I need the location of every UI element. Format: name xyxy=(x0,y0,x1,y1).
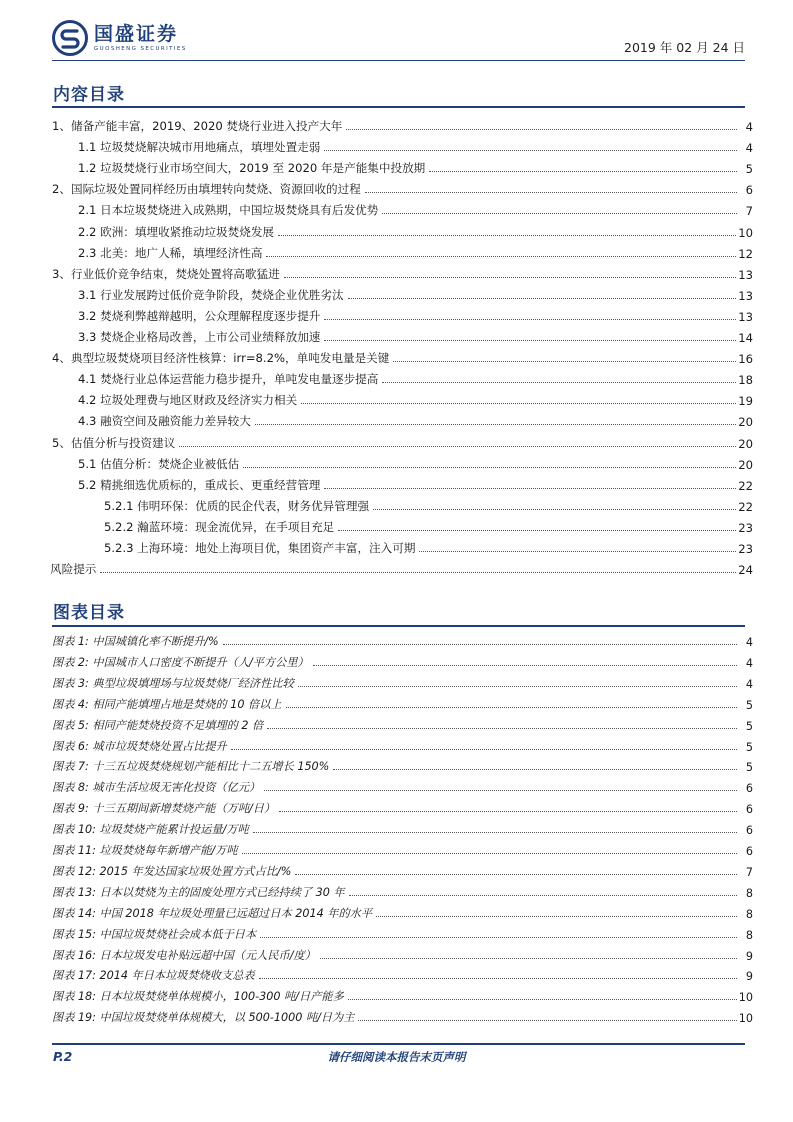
toc-entry-page: 5 xyxy=(745,162,753,177)
figure-entry[interactable] xyxy=(52,838,753,858)
figure-entry[interactable] xyxy=(52,1005,753,1025)
figure-number: 图表 4: xyxy=(52,697,89,711)
figure-entry-page: 8 xyxy=(745,886,753,900)
figure-number: 图表 11: xyxy=(52,844,96,857)
toc-entry-page: 6 xyxy=(745,183,753,198)
toc-entry-label: 4、典型垃圾焚烧项目经济性核算：irr=8.2%，单吨发电量是关键 xyxy=(52,351,390,366)
figure-caption: 城市生活垃圾无害化投资（亿元） xyxy=(92,781,261,795)
toc-entry-page: 20 xyxy=(738,415,753,430)
figure-entry-label xyxy=(52,967,257,983)
toc-entry-page: 13 xyxy=(738,288,753,303)
figure-entry-page: 6 xyxy=(745,824,753,838)
figure-caption: 中国 2018 年垃圾处理量已远超过日本 2014 年的水平 xyxy=(99,906,373,920)
figures-title: 图表目录 xyxy=(53,603,125,623)
toc-entry-page: 12 xyxy=(738,246,753,261)
toc-entry[interactable] xyxy=(52,262,753,282)
toc-entry[interactable] xyxy=(78,452,753,472)
toc-entry-label: 5.1 估值分析：焚烧企业被低估 xyxy=(78,456,240,471)
toc-entry-label: 2、国际垃圾处置同样经历由填埋转向焚烧、资源回收的过程 xyxy=(52,182,361,197)
figure-entry-page: 4 xyxy=(745,677,753,691)
toc-entry[interactable] xyxy=(104,494,753,514)
report-date: 2019 年 02 月 24 日 xyxy=(624,40,745,55)
figure-entry[interactable] xyxy=(52,775,753,795)
figure-leader-dots xyxy=(242,853,737,854)
toc-leader-dots xyxy=(301,403,736,404)
toc-entry-page: 20 xyxy=(738,457,753,472)
figure-number: 图表 9: xyxy=(52,802,89,816)
toc-entry[interactable] xyxy=(52,431,753,451)
figure-caption: 相同产能填埋占地是焚烧的 10 倍以上 xyxy=(92,697,282,711)
figure-entry-page: 4 xyxy=(745,656,753,670)
figure-caption: 日本垃圾发电补贴远超中国（元人民币/度） xyxy=(99,948,316,962)
toc-entry-label: 4.2 垃圾处理费与地区财政及经济实力相关 xyxy=(78,393,298,408)
figure-leader-dots xyxy=(333,769,737,770)
toc-leader-dots xyxy=(429,171,737,172)
toc-entry[interactable] xyxy=(78,241,753,261)
toc-entry-page: 18 xyxy=(738,373,753,388)
toc-leader-dots xyxy=(382,382,736,383)
toc-entry[interactable] xyxy=(52,114,753,134)
brand-logo xyxy=(52,18,187,58)
figure-number: 图表 15: xyxy=(52,927,96,941)
figure-leader-dots xyxy=(253,832,737,833)
figure-entry[interactable] xyxy=(52,650,753,670)
toc-entry-label: 1、储备产能丰富，2019、2020 焚烧行业进入投产大年 xyxy=(52,119,343,133)
toc-entry-label: 5.2.2 瀚蓝环境：现金流优异，在手项目充足 xyxy=(104,519,335,534)
toc-entry[interactable] xyxy=(78,367,753,387)
toc-title: 内容目录 xyxy=(53,85,125,105)
figure-entry-page: 9 xyxy=(745,970,753,984)
figure-leader-dots xyxy=(376,916,737,917)
figure-number: 图表 16: xyxy=(52,948,96,962)
figure-number: 图表 1: xyxy=(52,635,89,648)
figure-leader-dots xyxy=(260,937,737,938)
figure-entry-page: 5 xyxy=(745,740,753,754)
toc-entry[interactable] xyxy=(78,304,753,324)
toc-entry-label: 4.3 融资空间及融资能力差异较大 xyxy=(78,414,251,429)
figure-caption: 中国城市人口密度不断提升（人/平方公里） xyxy=(92,655,309,669)
toc-entry[interactable] xyxy=(52,346,753,366)
figure-leader-dots xyxy=(348,999,737,1000)
toc-leader-dots xyxy=(179,446,736,447)
figure-entry[interactable] xyxy=(52,671,753,691)
figure-leader-dots xyxy=(358,1020,736,1021)
toc-leader-dots xyxy=(255,424,736,425)
toc-entry-page: 4 xyxy=(745,120,753,134)
toc-leader-dots xyxy=(338,530,736,531)
figure-leader-dots xyxy=(264,790,737,791)
figure-number: 图表 8: xyxy=(52,781,89,795)
figure-leader-dots xyxy=(279,811,737,812)
figure-entry[interactable] xyxy=(52,963,753,983)
toc-entry[interactable] xyxy=(78,198,753,218)
figure-entry-label xyxy=(52,633,221,649)
toc-entry-page: 24 xyxy=(738,563,753,578)
figure-caption: 相同产能焚烧投资不足填埋的 2 倍 xyxy=(92,718,264,732)
toc-title-divider xyxy=(52,106,745,108)
figure-entry[interactable] xyxy=(52,629,753,649)
toc-entry[interactable] xyxy=(78,135,753,155)
figure-leader-dots xyxy=(349,895,737,896)
figure-entry-label xyxy=(52,905,374,921)
toc-entry-label: 5.2 精挑细选优质标的，重成长、更重经营管理 xyxy=(78,477,321,492)
toc-leader-dots xyxy=(346,129,737,130)
toc-leader-dots xyxy=(324,319,736,320)
toc-leader-dots xyxy=(100,572,736,573)
toc-entry-label: 2.2 欧洲：填埋收紧推动垃圾焚烧发展 xyxy=(78,224,275,239)
toc-entry-page: 20 xyxy=(738,436,753,451)
figure-entry[interactable] xyxy=(52,817,753,837)
figure-entry-page: 6 xyxy=(745,845,753,858)
figure-entry-page: 8 xyxy=(745,907,753,921)
brand-name-en: GUOSHENG SECURITIES xyxy=(94,46,187,52)
disclaimer-note: 请仔细阅读本报告末页声明 xyxy=(327,1050,466,1064)
figure-number: 图表 18: xyxy=(52,990,96,1004)
figure-entry-label xyxy=(52,696,284,712)
toc-entry[interactable] xyxy=(78,473,753,493)
figure-entry-page: 8 xyxy=(745,928,753,942)
toc-entry[interactable] xyxy=(104,536,753,556)
figure-caption: 典型垃圾填埋场与垃圾焚烧厂经济性比较 xyxy=(92,676,294,690)
toc-entry[interactable] xyxy=(104,515,753,535)
toc-leader-dots xyxy=(284,277,737,278)
figure-entry-page: 4 xyxy=(745,636,753,649)
toc-entry-label: 5.2.1 伟明环保：优质的民企代表，财务优异管理强 xyxy=(104,498,370,513)
figure-number: 图表 14: xyxy=(52,906,96,920)
figure-number: 图表 19: xyxy=(52,1011,96,1025)
figure-caption: 城市垃圾焚烧处置占比提升 xyxy=(92,739,227,753)
figure-entry-page: 10 xyxy=(738,1012,753,1026)
figure-caption: 中国垃圾焚烧单体规模大，以 500-1000 吨/日为主 xyxy=(99,1011,355,1025)
toc-entry[interactable] xyxy=(50,557,753,577)
toc-leader-dots xyxy=(243,467,736,468)
toc-entry-label: 1.1 垃圾焚烧解决城市用地痛点，填埋处置走弱 xyxy=(78,140,321,155)
guosheng-logo-icon xyxy=(52,20,88,56)
figure-number: 图表 5: xyxy=(52,718,89,732)
figure-entry-label xyxy=(52,821,251,837)
figure-caption: 垃圾焚烧每年新增产能/万吨 xyxy=(99,844,238,857)
figure-entry[interactable] xyxy=(52,692,753,712)
figure-entry-page: 10 xyxy=(738,991,753,1005)
brand-name-cn: 国盛证券 xyxy=(94,23,179,45)
toc-leader-dots xyxy=(266,256,736,257)
figure-entry-label xyxy=(52,758,331,774)
figure-entry[interactable] xyxy=(52,734,753,754)
figure-number: 图表 2: xyxy=(52,655,89,669)
figure-entry[interactable] xyxy=(52,901,753,921)
toc-entry-label: 1.2 垃圾焚烧行业市场空间大，2019 至 2020 年是产能集中投放期 xyxy=(78,161,426,176)
figure-number: 图表 12: xyxy=(52,864,96,878)
figure-entry-label xyxy=(52,988,346,1004)
toc-entry-page: 22 xyxy=(738,478,753,493)
figure-number: 图表 3: xyxy=(52,676,89,690)
figure-number: 图表 10: xyxy=(52,823,96,837)
toc-leader-dots xyxy=(365,192,737,193)
toc-entry-page: 13 xyxy=(738,309,753,324)
figure-caption: 中国城镇化率不断提升/% xyxy=(92,635,219,648)
figure-entry-page: 6 xyxy=(745,803,753,817)
toc-entry-page: 14 xyxy=(738,331,753,345)
toc-entry-label: 4.1 焚烧行业总体运营能力稳步提升，单吨发电量逐步提高 xyxy=(78,372,379,387)
page-number: P.2 xyxy=(53,1049,73,1064)
toc-entry-label: 2.1 日本垃圾焚烧进入成熟期，中国垃圾焚烧具有后发优势 xyxy=(78,203,379,218)
figure-entry-label xyxy=(52,675,296,691)
figure-entry-label xyxy=(52,738,229,754)
figure-entry[interactable] xyxy=(52,984,753,1004)
figure-entry-label xyxy=(52,947,318,963)
toc-leader-dots xyxy=(419,551,736,552)
figure-entry-label xyxy=(52,654,311,670)
figure-caption: 中国垃圾焚烧社会成本低于日本 xyxy=(99,927,257,941)
toc-entry-page: 22 xyxy=(738,499,753,514)
figure-entry-page: 9 xyxy=(745,949,753,963)
toc-entry[interactable] xyxy=(78,156,753,176)
figure-entry-page: 5 xyxy=(745,719,753,733)
toc-entry-label: 风险提示 xyxy=(50,562,97,577)
figure-entry-label xyxy=(52,842,240,858)
figure-caption: 十三五垃圾焚烧规划产能相比十二五增长 150% xyxy=(92,760,330,774)
figure-leader-dots xyxy=(320,958,737,959)
footer-divider xyxy=(52,1043,745,1045)
figure-entry-label xyxy=(52,717,265,733)
figure-entry-label xyxy=(52,1009,356,1025)
toc-entry-page: 13 xyxy=(738,267,753,282)
toc-leader-dots xyxy=(348,298,737,299)
toc-leader-dots xyxy=(382,213,737,214)
figure-caption: 十三五期间新增焚烧产能（万吨/日） xyxy=(92,802,276,816)
figure-leader-dots xyxy=(231,749,737,750)
figure-leader-dots xyxy=(223,644,737,645)
figure-leader-dots xyxy=(295,874,737,875)
toc-entry-page: 19 xyxy=(738,394,753,409)
toc-leader-dots xyxy=(278,235,736,236)
figure-entry[interactable] xyxy=(52,713,753,733)
toc-entry-page: 4 xyxy=(745,141,753,156)
figures-title-divider xyxy=(52,625,745,627)
toc-leader-dots xyxy=(324,150,737,151)
figure-caption: 2014 年日本垃圾焚烧收支总表 xyxy=(99,969,255,983)
figure-number: 图表 7: xyxy=(52,760,89,774)
toc-entry[interactable] xyxy=(78,409,753,429)
figure-entry-page: 5 xyxy=(745,761,753,775)
toc-leader-dots xyxy=(393,361,736,362)
figure-number: 图表 13: xyxy=(52,885,96,899)
figure-leader-dots xyxy=(286,707,737,708)
figure-entry-label xyxy=(52,800,277,816)
figure-number: 图表 6: xyxy=(52,739,89,753)
figure-entry-page: 6 xyxy=(745,782,753,796)
figure-leader-dots xyxy=(313,665,737,666)
header-divider xyxy=(52,60,745,61)
toc-leader-dots xyxy=(324,488,736,489)
toc-entry-label: 3.3 焚烧企业格局改善，上市公司业绩释放加速 xyxy=(78,330,321,344)
figure-caption: 日本垃圾焚烧单体规模小，100-300 吨/日产能多 xyxy=(99,990,344,1004)
figure-number: 图表 17: xyxy=(52,969,96,983)
figure-leader-dots xyxy=(267,728,737,729)
toc-entry-label: 3.1 行业发展跨过低价竞争阶段，焚烧企业优胜劣汰 xyxy=(78,287,344,302)
figure-leader-dots xyxy=(298,686,737,687)
toc-entry-label: 3、行业低价竞争结束，焚烧处置将高歌猛进 xyxy=(52,266,280,281)
figure-entry[interactable] xyxy=(52,796,753,816)
figure-entry-page: 5 xyxy=(745,698,753,712)
toc-entry[interactable] xyxy=(52,177,753,197)
figure-entry[interactable] xyxy=(52,754,753,774)
figure-entry-label xyxy=(52,863,293,879)
toc-entry-page: 23 xyxy=(738,520,753,535)
toc-entry-page: 16 xyxy=(738,352,753,367)
figure-entry[interactable] xyxy=(52,943,753,963)
toc-entry-label: 5.2.3 上海环境：地处上海项目优，集团资产丰富，注入可期 xyxy=(104,541,416,555)
figure-leader-dots xyxy=(259,978,737,979)
figure-caption: 2015 年发达国家垃圾处置方式占比/% xyxy=(99,864,292,878)
figure-entry-label xyxy=(52,926,258,942)
toc-leader-dots xyxy=(373,509,736,510)
figure-entry[interactable] xyxy=(52,922,753,942)
page-header xyxy=(52,18,745,58)
toc-leader-dots xyxy=(324,340,736,341)
toc-entry-label: 2.3 北美：地广人稀，填埋经济性高 xyxy=(78,245,263,260)
toc-entry[interactable] xyxy=(78,283,753,303)
figure-entry-page: 7 xyxy=(745,865,753,879)
figure-entry-label xyxy=(52,779,262,795)
toc-entry[interactable] xyxy=(78,220,753,240)
figure-caption: 垃圾焚烧产能累计投运量/万吨 xyxy=(99,823,249,837)
toc-entry[interactable] xyxy=(78,325,753,345)
figure-entry[interactable] xyxy=(52,880,753,900)
toc-entry-page: 7 xyxy=(745,204,753,219)
figure-caption: 日本以焚烧为主的固废处理方式已经持续了 30 年 xyxy=(99,885,345,899)
toc-entry-page: 23 xyxy=(738,542,753,556)
toc-entry-page: 10 xyxy=(738,225,753,240)
toc-entry-label: 3.2 焚烧利弊越辩越明，公众理解程度逐步提升 xyxy=(78,308,321,323)
toc-entry-label: 5、估值分析与投资建议 xyxy=(52,435,176,450)
figure-entry[interactable] xyxy=(52,859,753,879)
toc-entry[interactable] xyxy=(78,388,753,408)
figure-entry-label xyxy=(52,884,347,900)
